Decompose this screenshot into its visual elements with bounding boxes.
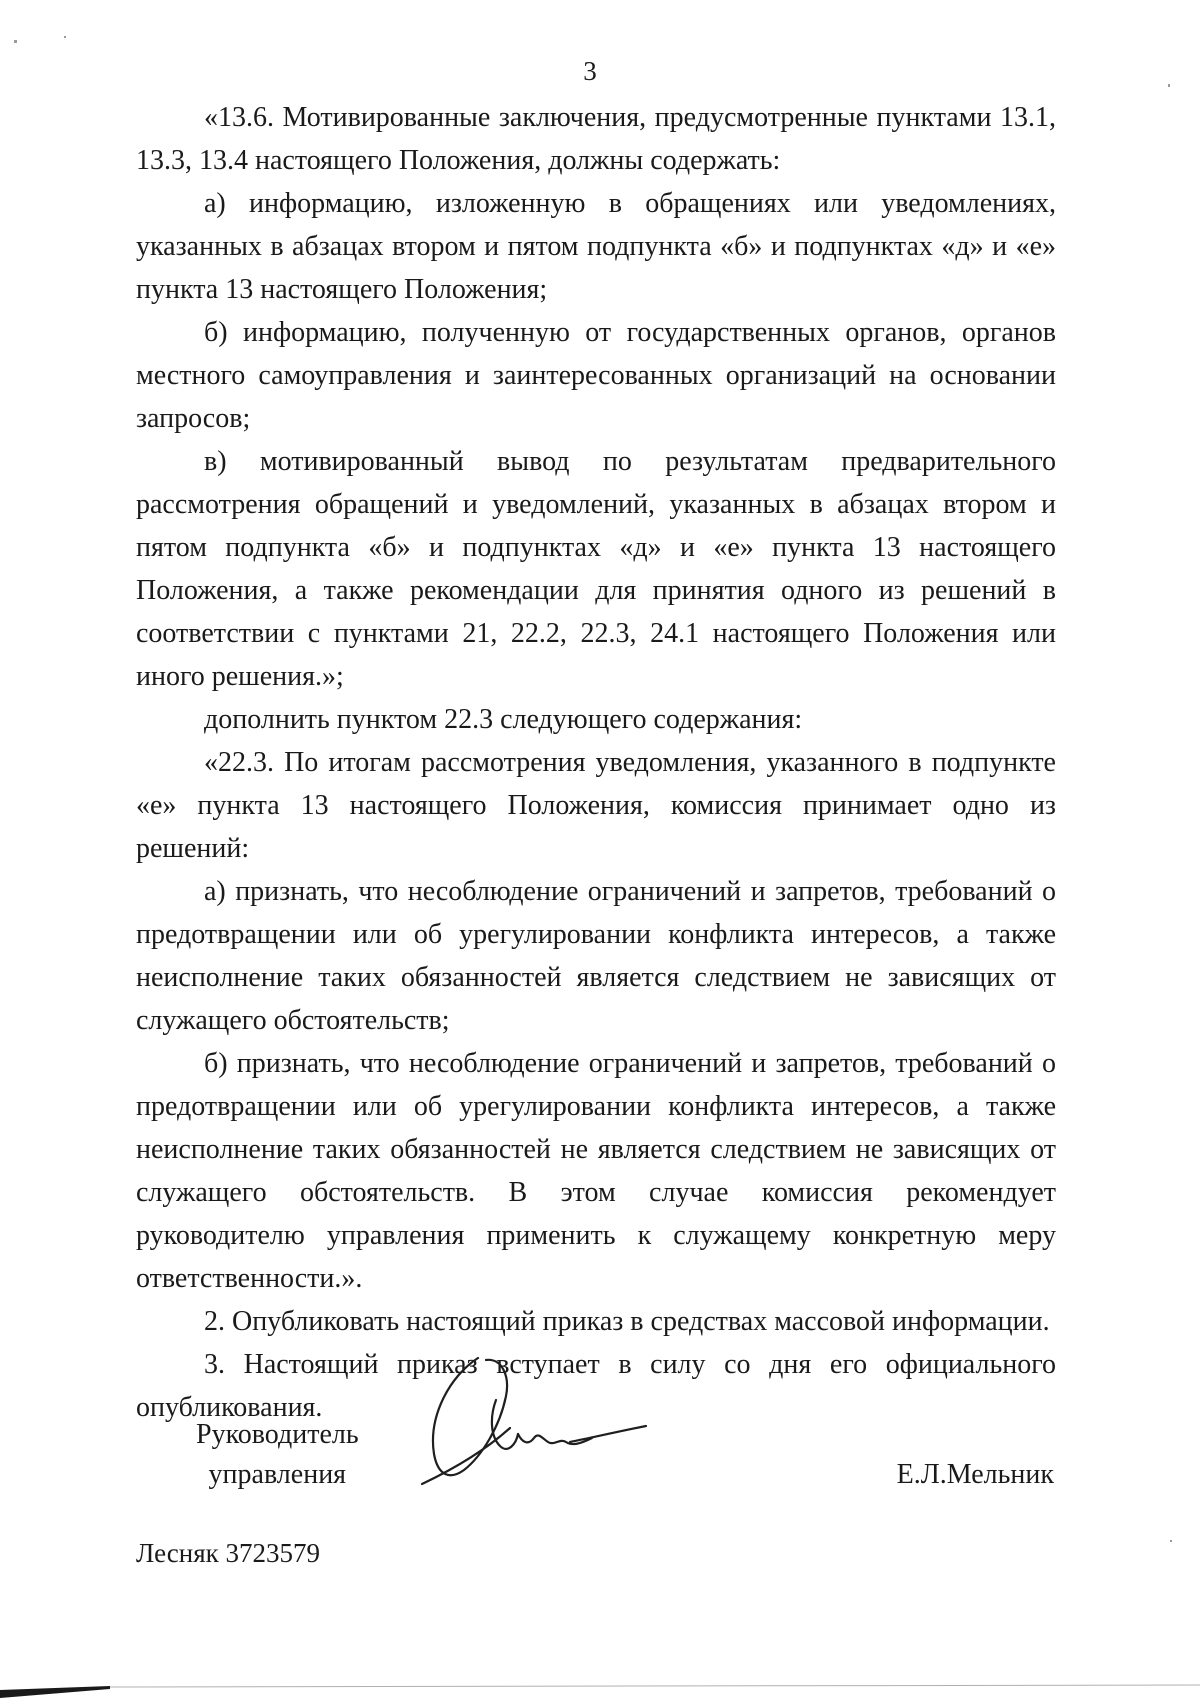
page-number: 3 (583, 56, 597, 86)
signatory-title-line-2: управления (208, 1459, 347, 1490)
scan-speck (14, 40, 17, 43)
scan-speck (64, 36, 66, 38)
scan-bottom-edge (0, 1684, 1200, 1698)
document-body (136, 96, 1056, 1429)
signatory-name: Е.Л.Мельник (896, 1459, 1054, 1490)
paragraph-amend-22-3: дополнить пунктом 22.3 следующего содержания: (204, 704, 803, 735)
scan-speck (1170, 1540, 1172, 1542)
scan-speck (1168, 84, 1170, 87)
paragraph-13-6-v: в) мотивированный вывод по результатам предварительного рассмотрения обращений и уведомлений, указанных в абзацах втором и пятом подпункта «б» и подпунктах «д» и «е» пункта 13 настоящего Положения, а также рекомендации для принятия одного из решений в соответствии с пунктами 21, 22.2, 22.3, 24.1 настоящего Положения или иного решения.»; (136, 446, 1056, 692)
executor-note: Лесняк 3723579 (136, 1538, 321, 1568)
paragraph-item-2: 2. Опубликовать настоящий приказ в средствах массовой информации. (204, 1306, 1050, 1337)
paragraph-22-3-b: б) признать, что несоблюдение ограничений и запретов, требований о предотвращении или об урегулировании конфликта интересов, а также неисполнение таких обязанностей не является следствием не зависящих от служащего обстоятельств. В этом случае комиссия рекомендует руководителю управления применить к служащему конкретную меру ответственности.». (136, 1048, 1056, 1294)
paragraph-22-3-a: а) признать, что несоблюдение ограничений и запретов, требований о предотвращении или об урегулировании конфликта интересов, а также неисполнение таких обязанностей является следствием не зависящих от служащего обстоятельств; (136, 876, 1056, 1036)
paragraph-22-3: «22.3. По итогам рассмотрения уведомления, указанного в подпункте «е» пункта 13 настоящего Положения, комиссия принимает одно из решений: (136, 747, 1056, 864)
signature-block (136, 1415, 1056, 1525)
paragraph-13-6: «13.6. Мотивированные заключения, предусмотренные пунктами 13.1, 13.3, 13.4 настоящего Положения, должны содержать: (136, 102, 1056, 176)
paragraph-13-6-a: а) информацию, изложенную в обращениях или уведомлениях, указанных в абзацах втором и пятом подпункта «б» и подпунктах «д» и «е» пункта 13 настоящего Положения; (136, 188, 1056, 305)
paragraph-item-3: 3. Настоящий приказ вступает в силу со дня его официального опубликования. (136, 1349, 1056, 1423)
signatory-title (196, 1415, 359, 1495)
paragraph-13-6-b: б) информацию, полученную от государственных органов, органов местного самоуправления и заинтересованных организаций на основании запросов; (136, 317, 1056, 434)
signatory-title-line-1: Руководитель (196, 1419, 359, 1450)
